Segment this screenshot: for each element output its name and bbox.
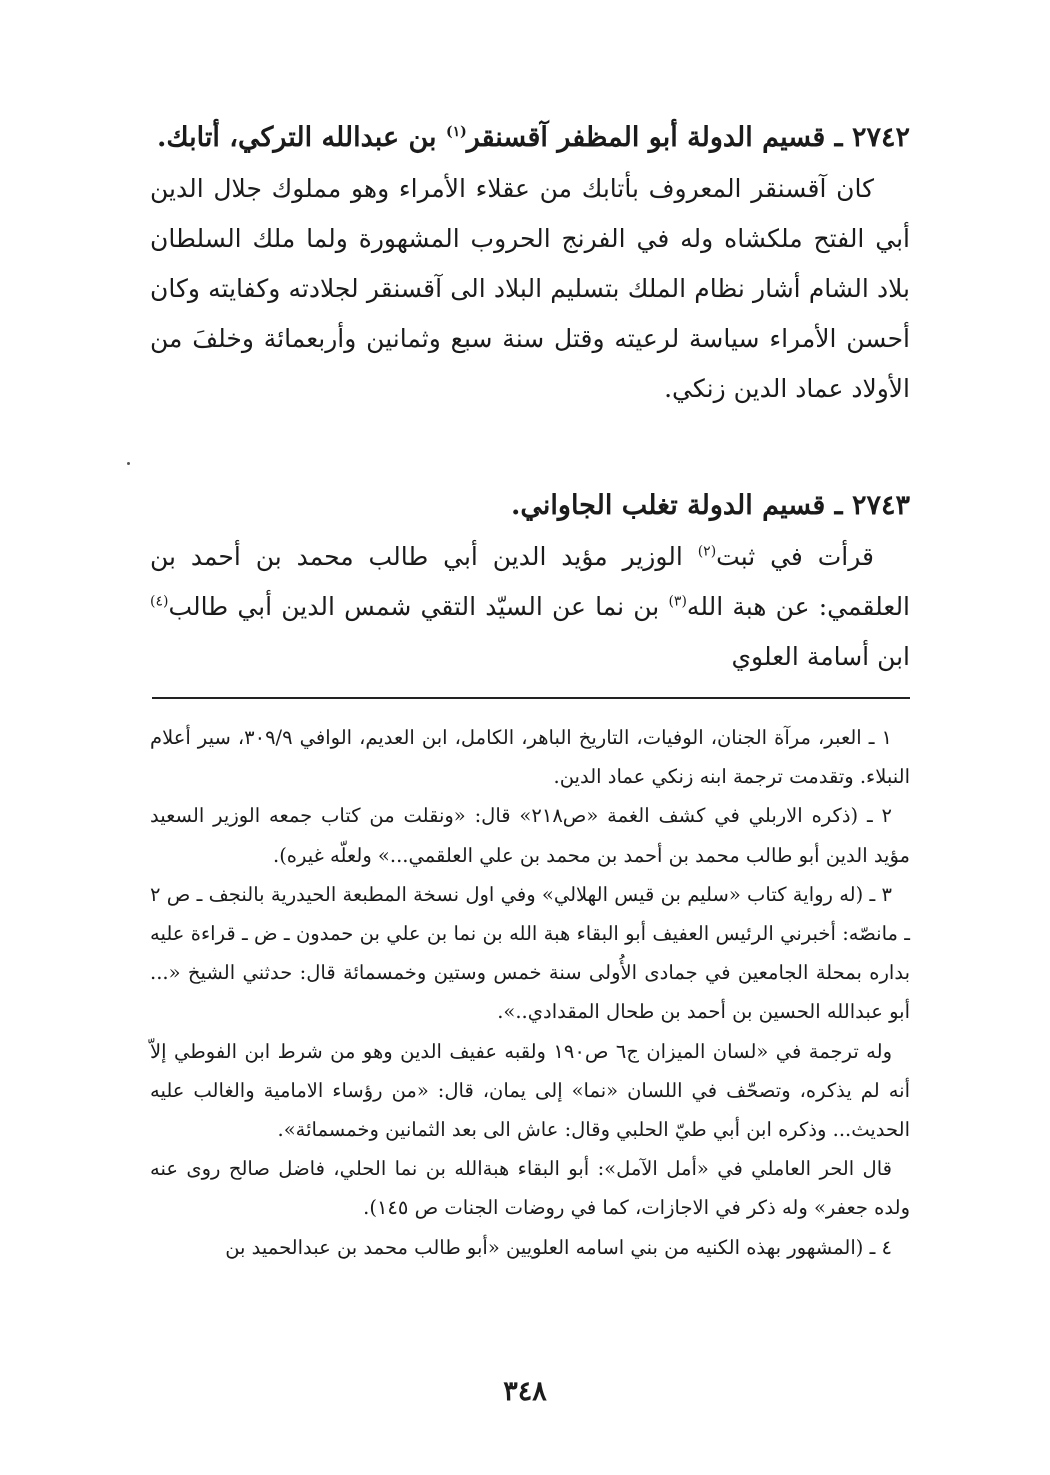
entry-heading: ٢٧٤٣ ـ قسيم الدولة تغلب الجاواني. (510, 490, 910, 521)
heading-text: بن عبدالله التركي، أتابك. (156, 122, 446, 153)
heading-text: ٢٧٤٢ ـ قسيم الدولة أبو المظفر آقسنقر (466, 122, 910, 153)
footnote-1: ١ ـ العبر، مرآة الجنان، الوفيات، التاريخ الباهر، الكامل، ابن العديم، الوافي ٣٠٩/٩، سير أعلام النبلاء. وتقدمت ترجمة ابنه زنكي عماد الدين. (150, 726, 910, 789)
footnote-4: ٤ ـ (المشهور بهذه الكنيه من بني اسامه العلويين «أبو طالب محمد بن عبدالحميد بن (225, 1235, 892, 1259)
footnote-ref[interactable]: (٤) (150, 593, 169, 610)
footnote-3-continued: قال الحر العاملي في «أمل الآمل»: أبو البقاء هبةالله بن نما الحلي، فاضل صالح روى عنه ولده جعفر» وله ذكر في الاجازات، كما في روضات الجنات ص ١٤٥). (150, 1157, 910, 1220)
entry-2743 (150, 486, 910, 682)
page-number: ٣٤٨ (503, 1376, 547, 1407)
footnote-ref[interactable]: (٢) (697, 543, 717, 560)
footnote-ref[interactable]: (١) (445, 124, 467, 140)
entry-2742 (150, 118, 910, 414)
footnotes (150, 718, 910, 1267)
footnote-3: ٣ ـ (له رواية كتاب «سليم بن قيس الهلالي» وفي اول نسخة المطبعة الحيدرية بالنجف ـ ص ٢ ـ مانصّه: أخبرني الرئيس العفيف أبو البقاء هبة الله بن نما بن علي بن حمدون ـ ض ـ قراءة عليه بداره بمحلة الجامعين في جمادى الأُولى سنة خمس وستين وخمسمائة قال: حدثني الشيخ «... أبو عبدالله الحسين بن أحمد بن طحال المقدادي..». (150, 882, 910, 1024)
scan-speck (127, 462, 130, 465)
entry-paragraph: قرأت في ثبت$^{(٢)}$ الوزير مؤيد الدين أبي طالب محمد بن أحمد بن العلقمي: عن هبة الله$^{(٣)}$ بن نما عن السيّد التقي شمس الدين أبي طالب$^{(٤)}$ ابن أسامة العلوي (150, 542, 911, 671)
footnote-3-continued: وله ترجمة في «لسان الميزان ج٦ ص١٩٠ ولقبه عفيف الدين وهو من شرط ابن الفوطي إلاّ أنه لم يذكره، وتصحّف في اللسان «نما» إلى يمان، قال: «من رؤساء الامامية والغالب عليه الحديث... وذكره ابن أبي طيّ الحلبي وقال: عاش الى بعد الثمانين وخمسمائة». (150, 1039, 910, 1142)
entry-heading (150, 118, 910, 158)
footnote-separator (152, 697, 910, 699)
footnote-2: ٢ ـ (ذكره الاربلي في كشف الغمة «ص٢١٨» قال: «ونقلت من كتاب جمعه الوزير السعيد مؤيد الدين أبو طالب محمد بن أحمد بن محمد بن علي العلقمي...» ولعلّه غيره). (150, 804, 910, 867)
entry-paragraph: كان آقسنقر المعروف بأتابك من عقلاء الأمراء وهو مملوك جلال الدين أبي الفتح ملكشاه وله في الفرنج الحروب المشهورة ولما ملك السلطان بلاد الشام أشار نظام الملك بتسليم البلاد الى آقسنقر لجلادته وكفايته وكان أحسن الأمراء سياسة لرعيته وقتل سنة سبع وثمانين وأربعمائة وخلفَ من الأولاد عماد الدين زنكي. (150, 174, 910, 403)
footnote-ref[interactable]: (٣) (668, 593, 687, 610)
